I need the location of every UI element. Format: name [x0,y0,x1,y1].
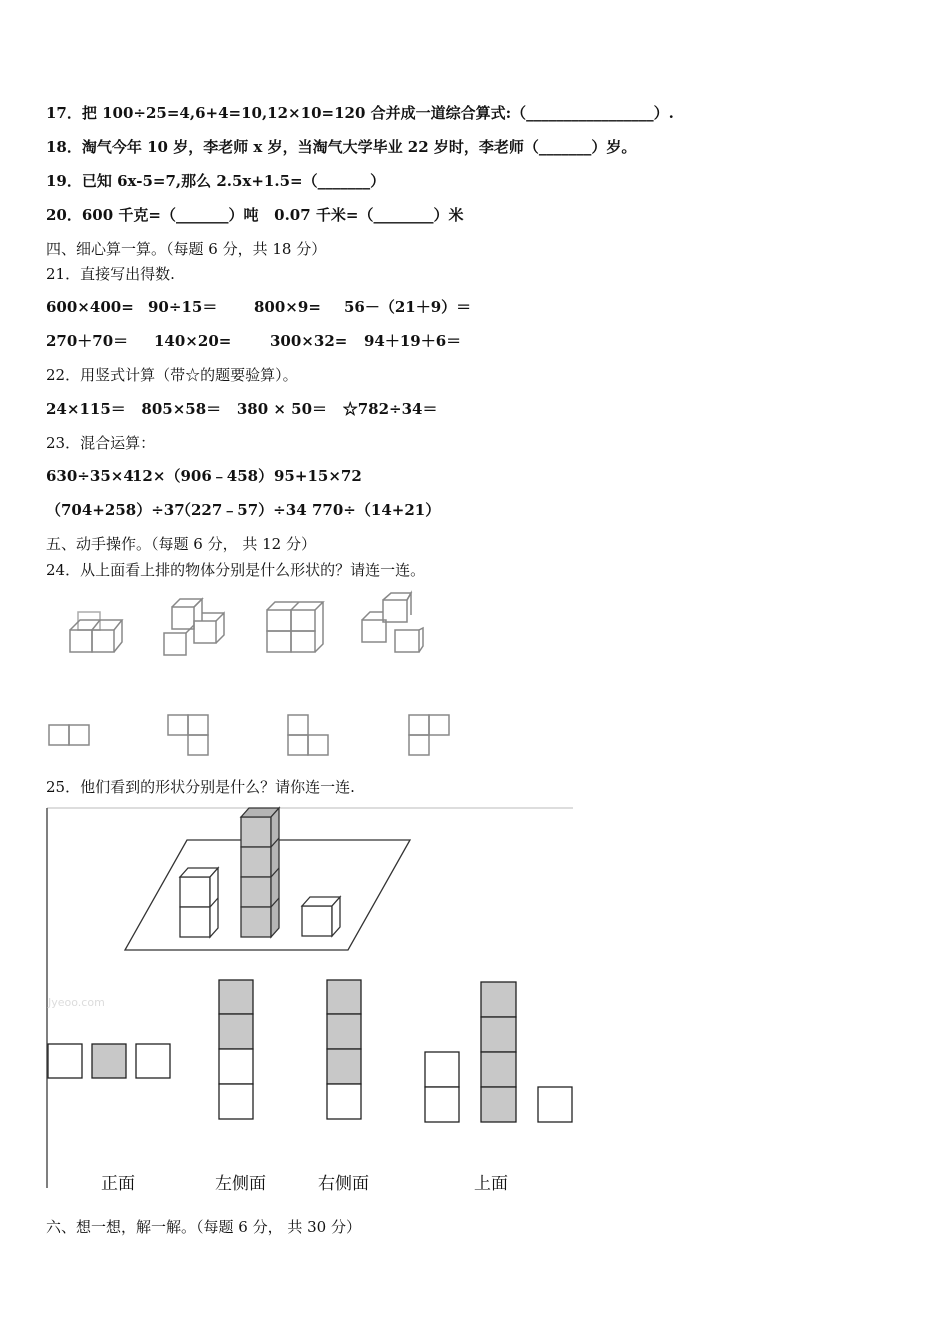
q24-top-view-2 [168,715,208,755]
q25-stack-gray-4 [241,808,279,937]
q21-item: 94＋19＋6＝ [364,332,462,350]
q23-item: 95+15×72 [274,467,362,485]
q22-row: 24×115＝ 805×58＝ 380 × 50＝ ☆782÷34＝ [46,400,438,418]
q25-single-cube [302,897,340,936]
q25-view-right [327,980,361,1119]
q23-item: 12×（906﹣458） [132,467,274,485]
q24-figure-1 [70,612,122,652]
q24-cube-figures [70,593,423,655]
q21-item: 800×9= [254,298,321,316]
q21-item: 140×20= [154,332,232,350]
q23-row-1 [46,466,646,486]
q24-top-view-4 [409,715,449,755]
question-19: 19．已知 6x-5=7,那么 2.5x+1.5=（_______） [46,172,386,190]
label-top: 上面 [474,1174,508,1194]
q24-top-view-1 [49,725,89,745]
q21-row-1 [46,297,646,317]
q24-top-views [49,715,449,755]
question-20: 20．600 千克=（_______）吨 0.07 千米=（________）米 [46,206,464,224]
q23-item: （227﹣57）÷34 [176,501,307,519]
q24-figure-4 [362,593,423,652]
question-25: 25．他们看到的形状分别是什么？请你连一连. [46,778,355,796]
q24-figure-3 [267,602,323,652]
q25-platform [125,840,410,950]
q21-item: 270＋70＝ [46,332,129,350]
label-left-side: 左侧面 [215,1174,266,1194]
question-18: 18．淘气今年 10 岁，李老师 x 岁，当淘气大学毕业 22 岁时，李老师（_______）岁。 [46,138,637,156]
label-right-side: 右侧面 [318,1174,369,1194]
question-17: 17．把 100÷25=4,6+4=10,12×10=120 合并成一道综合算式:（_________________）. [46,104,674,122]
q25-views [48,980,572,1122]
q24-figure-2 [164,599,224,655]
q21-item: 600×400= [46,298,134,316]
section-4-title: 四、细心算一算。（每题 6 分，共 18 分） [46,240,327,258]
q23-item: （704+258）÷37 [46,501,185,519]
q25-stack-white-2 [180,868,218,937]
question-23: 23．混合运算： [46,434,156,452]
label-front: 正面 [101,1174,135,1194]
question-22: 22．用竖式计算（带☆的题要验算）。 [46,366,298,384]
section-5-title: 五、动手操作。（每题 6 分， 共 12 分） [46,535,316,553]
q25-view-front [48,1044,170,1078]
section-6-title: 六、想一想，解一解。（每题 6 分， 共 30 分） [46,1218,361,1236]
q23-item: 630÷35×4 [46,467,134,485]
q24-top-view-3 [288,715,328,755]
q21-item: 90÷15＝ [148,298,218,316]
q21-item: 56－（21＋9）＝ [344,298,472,316]
question-21: 21．直接写出得数. [46,265,175,283]
q21-item: 300×32= [270,332,348,350]
q23-row-2 [46,500,646,520]
question-24: 24．从上面看上排的物体分别是什么形状的？请连一连。 [46,561,426,579]
q23-item: 770÷（14+21） [312,501,441,519]
q25-view-left [219,980,253,1119]
q25-view-top [425,982,572,1122]
q21-row-2 [46,331,646,351]
watermark: Jyeoo.com [48,996,105,1009]
